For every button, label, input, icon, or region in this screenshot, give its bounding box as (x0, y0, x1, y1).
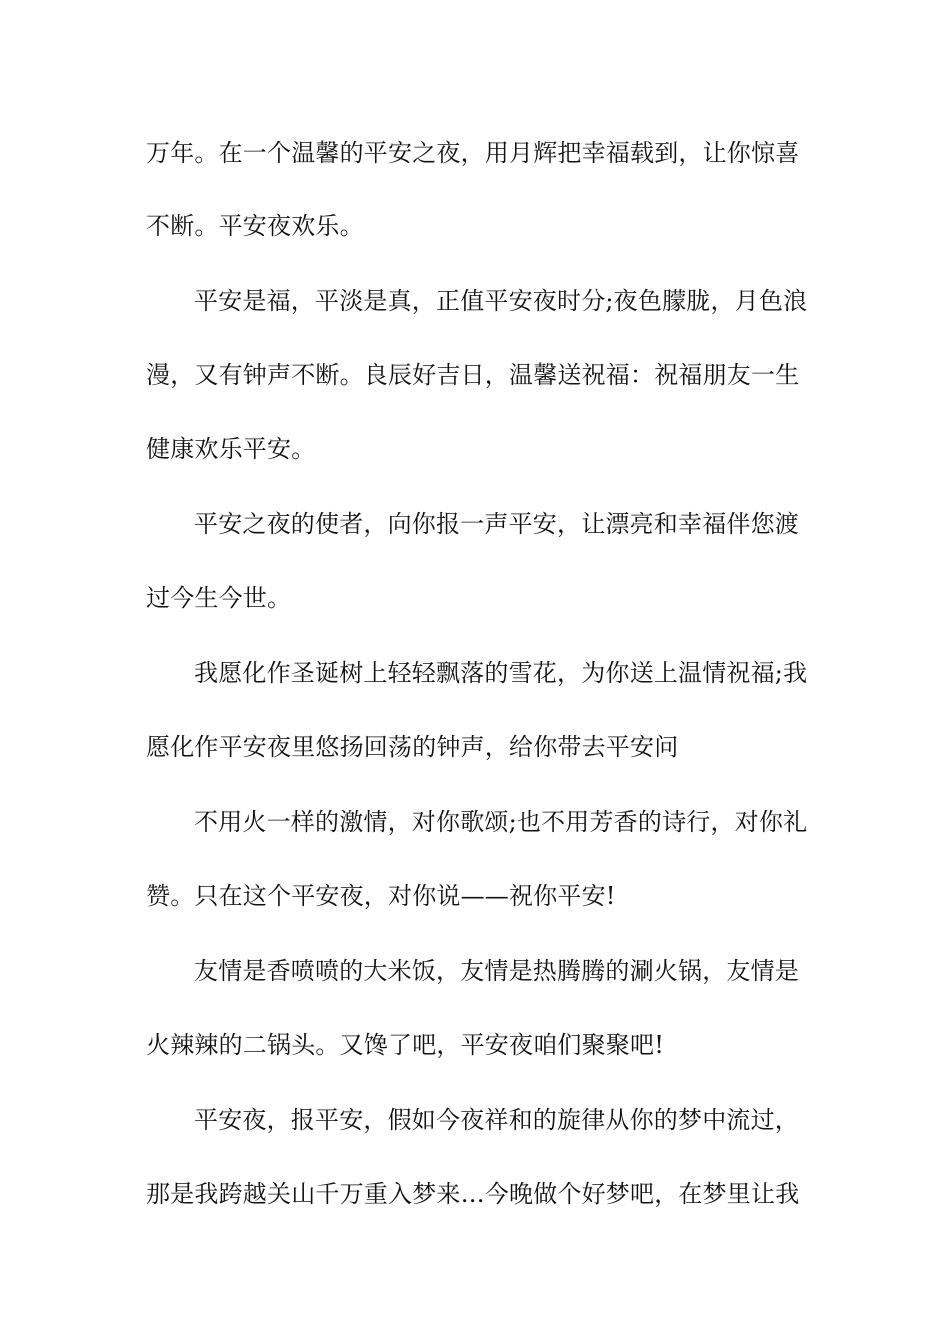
paragraph-first-line: 我愿化作圣诞树上轻轻飘落的雪花，为你送上温情祝福;我 (194, 659, 808, 687)
text-line: 健康欢乐平安。 (146, 435, 316, 463)
text-line: 赞。只在这个平安夜，对你说——祝你平安! (146, 882, 616, 910)
text-line: 火辣辣的二锅头。又馋了吧，平安夜咱们聚聚吧! (146, 1031, 665, 1059)
text-line: 愿化作平安夜里悠扬回荡的钟声，给你带去平安问 (146, 733, 679, 761)
paragraph-first-line: 平安之夜的使者，向你报一声平安，让漂亮和幸福伴您渡 (194, 510, 799, 538)
text-line: 不断。平安夜欢乐。 (146, 212, 364, 240)
paragraph-first-line: 友情是香喷喷的大米饭，友情是热腾腾的涮火锅，友情是 (194, 957, 799, 985)
text-line: 漫，又有钟声不断。良辰好吉日，温馨送祝福：祝福朋友一生 (146, 361, 800, 389)
paragraph-first-line: 不用火一样的激情，对你歌颂;也不用芳香的诗行，对你礼 (194, 808, 808, 836)
text-line: 那是我跨越关山千万重入梦来…今晚做个好梦吧，在梦里让我 (146, 1180, 800, 1208)
paragraph-first-line: 平安夜，报平安，假如今夜祥和的旋律从你的梦中流过， (194, 1106, 799, 1134)
text-line: 万年。在一个温馨的平安之夜，用月辉把幸福载到，让你惊喜 (146, 139, 800, 167)
paragraph-first-line: 平安是福，平淡是真，正值平安夜时分;夜色朦胧，月色浪 (194, 287, 808, 315)
text-line: 过今生今世。 (146, 584, 292, 612)
